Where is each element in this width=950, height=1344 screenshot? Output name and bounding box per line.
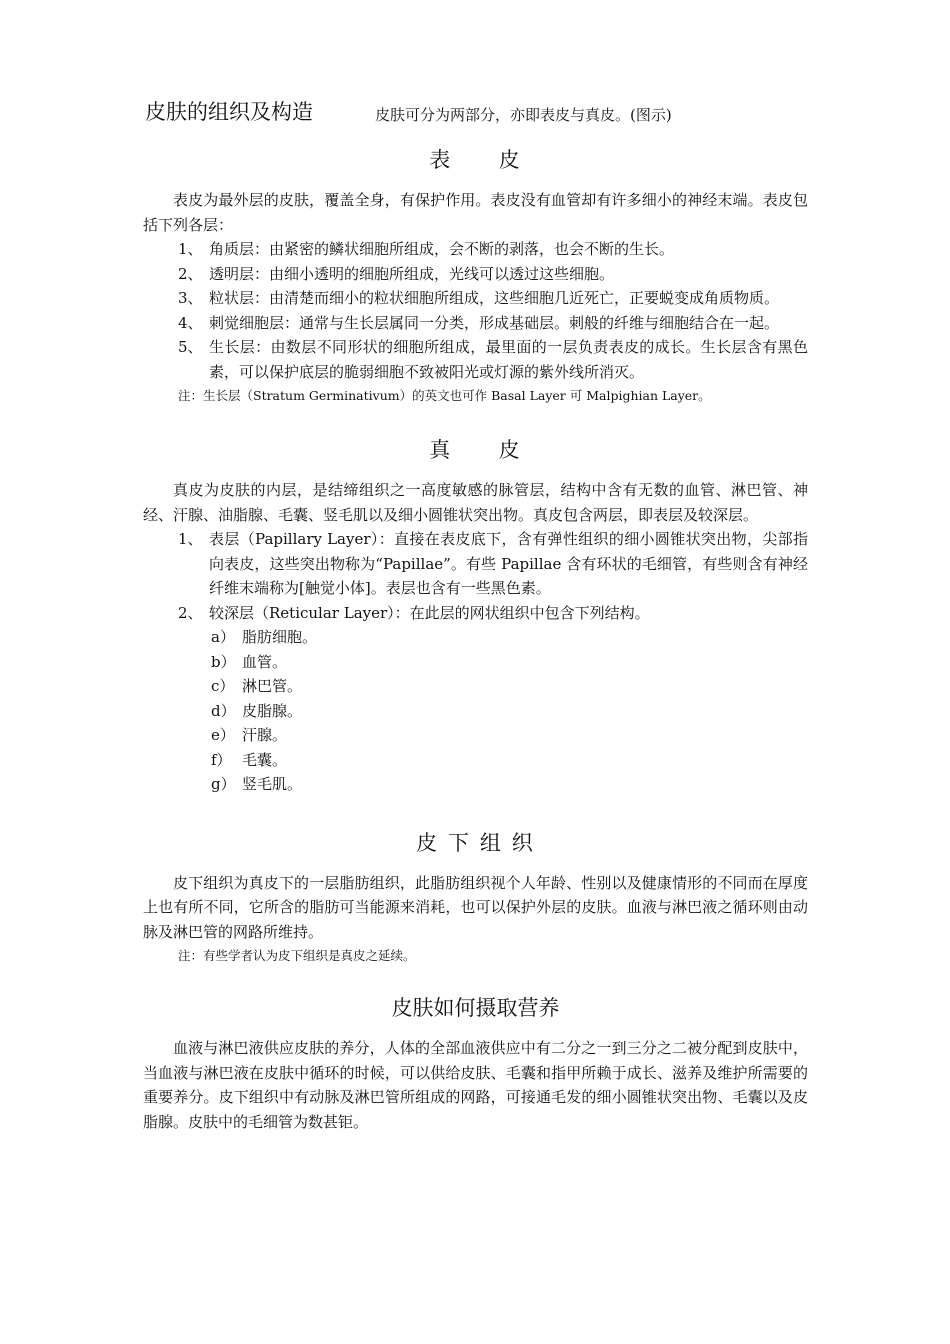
section-title-subcutaneous: 皮 下 组 织 bbox=[416, 830, 535, 855]
document-title: 皮肤的组织及构造 bbox=[145, 100, 313, 124]
sublist-item: b） 血管。 bbox=[211, 652, 288, 671]
document-page bbox=[143, 92, 808, 1134]
dermis-sublist bbox=[143, 625, 808, 797]
section-title-epidermis: 表 皮 bbox=[429, 148, 522, 172]
document-subtitle: 皮肤可分为两部分，亦即表皮与真皮。(图示) bbox=[375, 106, 672, 124]
section-title-nutrition: 皮肤如何摄取营养 bbox=[391, 996, 560, 1020]
dermis-list bbox=[143, 527, 808, 625]
list-item: 4、 刺觉细胞层：通常与生长层属同一分类，形成基础层。刺般的纤维与细胞结合在一起。 bbox=[178, 313, 780, 332]
epidermis-intro: 表皮为最外层的皮肤，覆盖全身，有保护作用。表皮没有血管却有许多细小的神经末端。表皮包括下列各层： bbox=[143, 191, 808, 234]
sublist-item: a） 脂肪细胞。 bbox=[211, 628, 318, 646]
sublist-item: e） 汗腺。 bbox=[211, 726, 288, 744]
sublist-item: c） 淋巴管。 bbox=[211, 677, 303, 695]
list-item: 2、 透明层：由细小透明的细胞所组成，光线可以透过这些细胞。 bbox=[178, 264, 615, 283]
list-item: 2、 较深层（Reticular Layer）：在此层的网状组织中包含下列结构。 bbox=[178, 603, 650, 622]
sublist-item: d） 皮脂腺。 bbox=[211, 701, 303, 720]
subcutaneous-intro: 皮下组织为真皮下的一层脂肪组织，此脂肪组织视个人年龄、性别以及健康情形的不同而在厚度上也有所不同，它所含的脂肪可当能源来消耗，也可以保护外层的皮肤。血液与淋巴液之循环则由动脉及淋巴管的网路所维持。 bbox=[143, 873, 808, 941]
epidermis-note: 注：生长层（Stratum Germinativum）的英文也可作 Basal Layer 可 Malpighian Layer。 bbox=[178, 388, 711, 403]
list-item: 5、 生长层：由数层不同形状的细胞所组成，最里面的一层负责表皮的成长。生长层含有黑色素，可以保护底层的脆弱细胞不致被阳光或灯源的紫外线所消灭。 bbox=[178, 338, 808, 381]
list-item: 3、 粒状层：由清楚而细小的粒状细胞所组成，这些细胞几近死亡，正要蜕变成角质物质。 bbox=[178, 289, 780, 307]
subcutaneous-note: 注：有些学者认为皮下组织是真皮之延续。 bbox=[178, 948, 416, 963]
sublist-item: g） 竖毛肌。 bbox=[211, 775, 303, 793]
list-item: 1、 角质层：由紧密的鳞状细胞所组成，会不断的剥落，也会不断的生长。 bbox=[178, 240, 675, 258]
list-item: 1、 表层（Papillary Layer）：直接在表皮底下，含有弹性组织的细小圆锥状突出物，尖部指向表皮，这些突出物称为“Papillae”。有些 Papillae 含有环状的毛细管，有些则含有神经纤维末端称为[触觉小体]。表层也含有一些黑色素。 bbox=[178, 530, 808, 597]
section-title-dermis: 真 皮 bbox=[429, 438, 522, 462]
nutrition-intro: 血液与淋巴液供应皮肤的养分，人体的全部血液供应中有二分之一到三分之二被分配到皮肤中，当血液与淋巴液在皮肤中循环的时候，可以供给皮肤、毛囊和指甲所赖于成长、滋养及维护所需要的重要养分。皮下组织中有动脉及淋巴管所组成的网路，可接通毛发的细小圆锥状突出物、毛囊以及皮脂腺。皮肤中的毛细管为数甚钜。 bbox=[143, 1039, 808, 1131]
dermis-intro: 真皮为皮肤的内层，是结缔组织之一高度敏感的脉管层，结构中含有无数的血管、淋巴管、神经、汗腺、油脂腺、毛囊、竖毛肌以及细小圆锥状突出物。真皮包含两层，即表层及较深层。 bbox=[143, 481, 808, 524]
sublist-item: f） 毛囊。 bbox=[211, 750, 288, 769]
document-header bbox=[143, 92, 808, 152]
epidermis-list bbox=[143, 237, 808, 384]
